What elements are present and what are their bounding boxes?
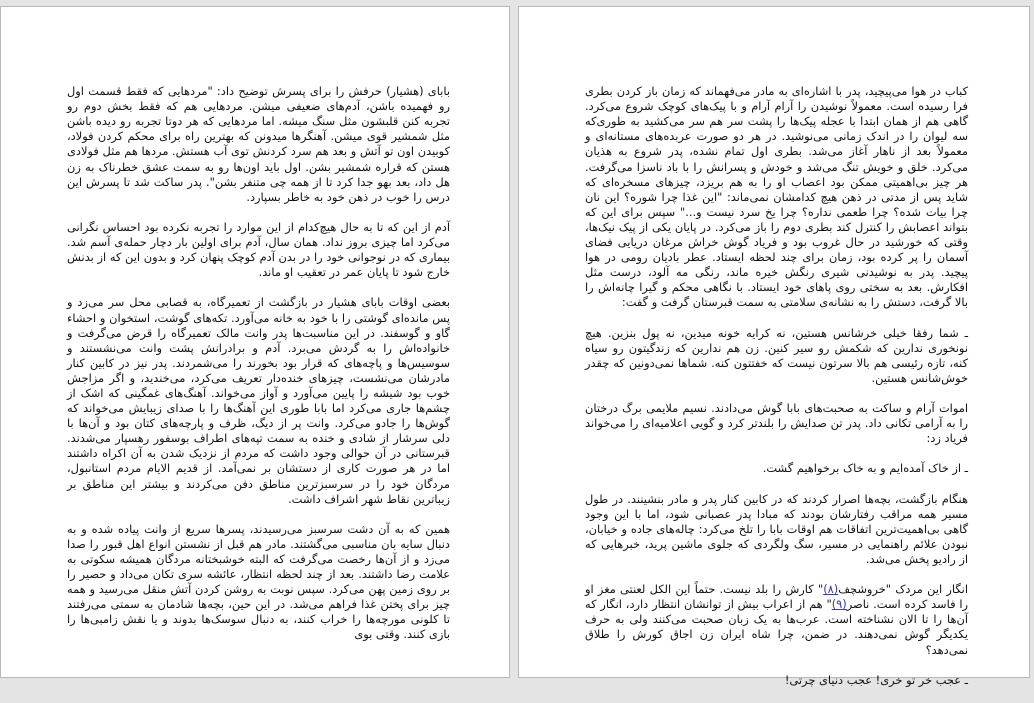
paragraph: کباب در هوا می‌پیچید، پدر با اشاره‌ای به مادر می‌فهماند که زمان باز کردن بطری فرا رسیده است. معمولاً نوشیدن را آرام آرام و با پیک‌های کوچک شروع می‌کرد. گاهی هم از همان ابتدا با عجله پیک‌ها را پشت سر هم سر می‌کشید به طوری‌که سه لیوان را در اندک زمانی می‌نوشید. در هر دو صورت عربده‌های مستانه‌ای و معمولاً بعد از ناهار آغاز می‌شد. بطری اول تمام نشده، پدر شروع به هذیان می‌کرد. خلق و خویش تنگ می‌شد و خودش و پسرانش را با باد ناسزا می‌گرفت. هر چیز بی‌اهمیتی ممکن بود اعصاب او را به هم بریزد، چیزهای مسخره‌ای که شاید پس از مدتی در ذهن هیچ کدامشان نمی‌ماند: "این غذا چرا شوره؟ این نان چرا بیات شده؟ چرا طعمی نداره؟ چرا یخ سرد نیست و..." سپس برای این که بتواند اعصابش را کنترل کند بطری دوم را باز می‌کرد. در پایان یکی از پیک نیک‌ها، وقتی که خورشید در حال غروب بود و فریاد گوش خراش مرغان دریایی فضای آسمان را پر کرده بود، زمان برای چند لحظه ایستاد. عطر بادیان رومی در هوا پیچید. پدر به نوشیدنی شیری رنگش خیره ماند، رنگی مه آلود، درست مثل افکارش. بعد به سختی روی پاهای خود ایستاد. با نگاهی محکم و گیرا چانه‌اش را بالا گرفت، دستش را به نشانه‌ی سلامتی به سمت قبرستان گرفت و گفت: bbox=[585, 84, 968, 310]
paragraph: بابای (هشیار) حرفش را برای پسرش توضیح داد: "مردهایی که فقط قسمت اول رو فهمیده باشن، آدم‌های ضعیفی میشن. مردهایی هم که فقط بخش دوم رو تجربه کنن قلبشون مثل سنگ میشه. اما مردهایی که هر دوتا تجربه رو دیده باشن مثل شمشیر قوی میشن. آهنگرها میدونن که بهترین راه برای محکم کردن فولاد، کوبیدن اون تو آتش و بعد هم سرد کردنش توی آب هستش. مردها هم مثل فولادی هستن که قراره شمشیر بشن. اول باید اون‌ها رو به سمت عشق خطرناک به زن هل داد، بعد بهو جدا کرد تا از همه چی متنفر بشن". پدر ساکت شد تا پسرش این درس را خوب در ذهن خود به خاطر بسپارد. bbox=[67, 84, 450, 204]
right-page bbox=[518, 6, 1030, 687]
footnote-link-9[interactable]: (۹) bbox=[831, 597, 847, 612]
paragraph: ـ شما رفقا خیلی خرشانس هستین، نه کرایه خونه میدین، نه پول بنزین. هیچ نونخوری ندارین که شکمش رو سیر کنین. زن هم ندارین که زندگیتون رو سیاه کنه، تازه رئیسی هم بالا سرتون نیست که خفتتون کنه. شماها نمی‌دونین که چقدر خوش‌شانس هستین. bbox=[585, 325, 968, 385]
paragraph: بعضی اوقات بابای هشیار در بازگشت از تعمیرگاه، به قصابی محل سر می‌زد و پس مانده‌ای گوشتی را با خود به خانه می‌آورد. تکه‌های گوشت، استخوان و احشاء گاو و گوسفند. در این مناسبت‌ها پدر وانت مالک تعمیرگاه را قرض می‌گرفت و خانواده‌اش را به گردش می‌برد. آدم و برادرانش پشت وانت می‌نشستند و سوسیس‌ها و پاچه‌های که قرار بود بخورند را می‌شمردند. پدر نیز در کابین کنار مادرشان می‌نشست، چیزهای خنده‌دار تعریف می‌کرد، می‌خندید، و اگر مزاجش خوب بود شیشه را پایین می‌آورد و آواز می‌خواند. آهنگ‌های غمگینی که اشک از چشم‌ها جاری می‌کرد اما بابا طوری این آهنگ‌ها را با صدای زیبایش می‌خواند که گوش‌ها را جادو می‌کرد. وانت پر از دیگ، ظرف و پارچه‌های کتان بود و آن‌ها با دلی سرشار از شادی و خنده به سمت تپه‌های اطراف بوسفور رهسپار می‌شدند. قبرستانی در آن حوالی وجود داشت که مردم از نزدیک شدن به آن اکراه داشتند اما در هر صورت کاری از دستشان بر نمی‌آمد. از قدیم الایام مردم استانبول، مردگان خود را در سرسبزترین مناطق دفن می‌کردند و بیشتر این مناطق بر زیباترین نقاط شهر اشراف داشت. bbox=[67, 295, 450, 506]
paragraph: هنگام بازگشت، بچه‌ها اصرار کردند که در کابین کنار پدر و مادر بنشینند. در طول مسیر همه مراقب رفتارشان بودند که مبادا پدر عصبانی شود، اما با این وجود گاهی بی‌اهمیت‌ترین اتفاقات هم اوقات بابا را تلخ می‌کرد: چاله‌های جاده و خیابان، نبودن علائم راهنمایی در مسیر، سگ ولگردی که جلوی ماشین پرید، خبرهایی که از رادیو پخش می‌شد. bbox=[585, 491, 968, 566]
paragraph-with-footnotes bbox=[585, 582, 968, 657]
paragraph: همین که به آن دشت سرسبز می‌رسیدند، پسرها سریع از وانت پیاده شده و به دنبال سایه بان مناسبی می‌گشتند. مادر هم قبل از نشستن انواع اهل قبور را صدا می‌زد و از آن‌ها رخصت می‌گرفت که البته خوشبختانه مردگان همیشه سکوتی به علامت رضا داشتند. بعد از چند لحظه انتظار، عائشه سری تکان می‌داد و حصیر را بر روی زمین پهن می‌کرد. سپس نوبت به روشن کردن آتش منقل می‌رسید و همه چیز برای پختن غذا فراهم می‌شد. در این حین، بچه‌ها شادمان به سمتی می‌رفتند تا کلونی مورچه‌ها را خراب کنند، به دنبال سوسک‌ها بدوند و یا نقش زامبی‌ها را بازی کنند. وقتی بوی bbox=[67, 521, 450, 642]
paragraph: اموات آرام و ساکت به صحبت‌های بابا گوش می‌دادند. نسیم ملایمی برگ درختان را به آرامی تکانی داد. پدر تن صدایش را بلندتر کرد و گویی اعلامیه‌ای را می‌خواند فریاد زد: bbox=[585, 401, 968, 446]
paragraph-text: انگار این مردک "خروشچف bbox=[838, 582, 968, 597]
paragraph: ـ از خاک آمده‌ایم و به خاک برخواهیم گشت. bbox=[762, 461, 968, 476]
left-page bbox=[0, 6, 510, 678]
paragraph-text: " هم از اعراب بیش از توانشان انتظار دارد، انگار که آن‌ها را تا الان نشناخته است. عرب‌ها به یک زبان صحبت می‌کنند ولی به حرف یکدیگر گوش نمی‌دهند. در ضمن، چرا شاه ایران زن اجاق کورش را طلاق نمی‌دهد؟ bbox=[585, 597, 968, 657]
paragraph: آدم از این که تا به حال هیچ‌کدام از این موارد را تجربه نکرده بود احساس نگرانی می‌کرد اما چیزی بروز نداد. همان سال، آدم برای اولین بار دچار حمله‌ی آسم شد. بیماری که در نوجوانی خود را در بدن آدم کوچک پنهان کرد و بدون این که از بدنش خارج شود تا پایان عمر در تعقیب او ماند. bbox=[67, 219, 450, 280]
left-page-text bbox=[67, 69, 450, 658]
paragraph-text: " کارش را بلد نیست. حتماً این الکل لعنتی مغز او را فاسد کرده است. ناصر bbox=[585, 582, 968, 612]
footnote-link-8[interactable]: (۸) bbox=[823, 582, 839, 597]
paragraph: ـ عجب خر تو خری! عجب دنیای چرتی! bbox=[784, 672, 968, 687]
right-page-text bbox=[585, 69, 968, 703]
